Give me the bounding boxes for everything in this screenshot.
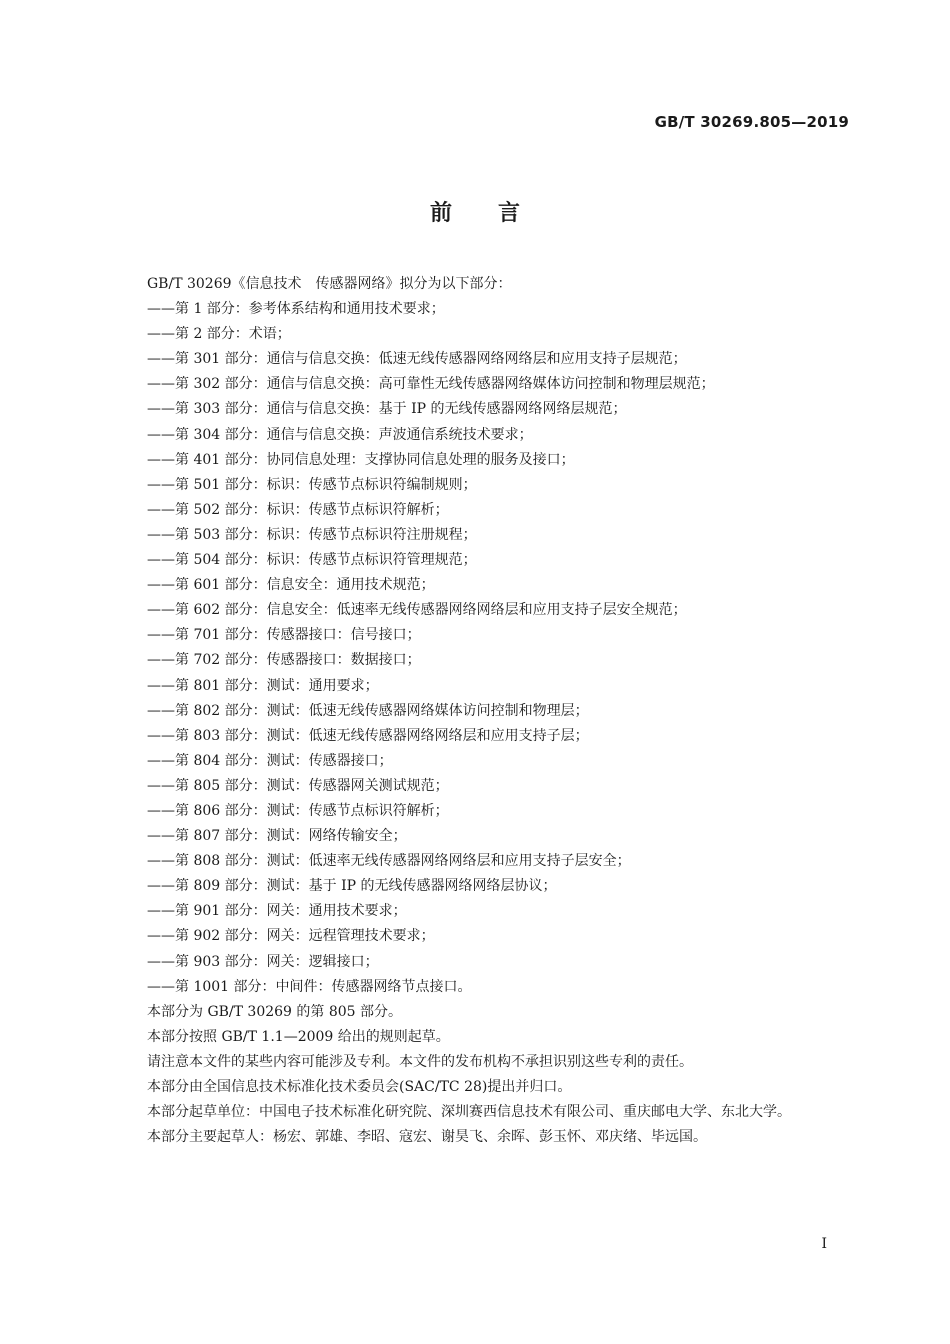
part-item: ——第 902 部分：网关：远程管理技术要求； xyxy=(147,928,435,945)
part-item: ——第 504 部分：标识：传感节点标识符管理规范； xyxy=(147,552,477,569)
foreword-body xyxy=(113,272,853,1150)
part-item: ——第 301 部分：通信与信息交换：低速无线传感器网络网络层和应用支持子层规范； xyxy=(147,351,687,368)
part-item: ——第 802 部分：测试：低速无线传感器网络媒体访问控制和物理层； xyxy=(147,702,589,719)
part-item: ——第 501 部分：标识：传感节点标识符编制规则； xyxy=(147,476,477,493)
part-item: ——第 805 部分：测试：传感器网关测试规范； xyxy=(147,777,449,794)
part-item: ——第 903 部分：网关：逻辑接口； xyxy=(147,953,379,970)
drafting-rules-statement: 本部分按照 GB/T 1.1—2009 给出的规则起草。 xyxy=(147,1028,450,1045)
part-item: ——第 1 部分：参考体系结构和通用技术要求； xyxy=(147,301,445,318)
intro-line: GB/T 30269《信息技术 传感器网络》拟分为以下部分： xyxy=(147,276,512,292)
part-item: ——第 701 部分：传感器接口：信号接口； xyxy=(147,627,421,644)
part-item: ——第 502 部分：标识：传感节点标识符解析； xyxy=(147,501,449,518)
part-item: ——第 801 部分：测试：通用要求； xyxy=(147,677,379,694)
drafting-units-statement: 本部分起草单位：中国电子技术标准化研究院、深圳赛西信息技术有限公司、重庆邮电大学、东北大学。 xyxy=(147,1104,791,1121)
part-item: ——第 901 部分：网关：通用技术要求； xyxy=(147,903,407,920)
drafters-statement: 本部分主要起草人：杨宏、郭雄、李昭、寇宏、谢昊飞、余晖、彭玉怀、邓庆绪、毕远国。 xyxy=(147,1129,707,1146)
page-number: I xyxy=(821,1236,827,1252)
part-item: ——第 601 部分：信息安全：通用技术规范； xyxy=(147,577,435,594)
page-title xyxy=(0,196,950,227)
part-item: ——第 302 部分：通信与信息交换：高可靠性无线传感器网络媒体访问控制和物理层规范； xyxy=(147,376,715,393)
part-item: ——第 503 部分：标识：传感节点标识符注册规程； xyxy=(147,526,477,543)
patent-notice: 请注意本文件的某些内容可能涉及专利。本文件的发布机构不承担识别这些专利的责任。 xyxy=(147,1053,693,1070)
part-item: ——第 808 部分：测试：低速率无线传感器网络网络层和应用支持子层安全； xyxy=(147,853,631,870)
title-char-2: 言 xyxy=(498,201,521,226)
standard-number: GB/T 30269.805—2019 xyxy=(654,113,849,131)
proposed-by-statement: 本部分由全国信息技术标准化技术委员会(SAC/TC 28)提出并归口。 xyxy=(147,1079,572,1095)
part-item: ——第 806 部分：测试：传感节点标识符解析； xyxy=(147,802,449,819)
part-item: ——第 1001 部分：中间件：传感器网络节点接口。 xyxy=(147,978,472,995)
part-item: ——第 401 部分：协同信息处理：支撑协同信息处理的服务及接口； xyxy=(147,451,575,468)
part-item: ——第 809 部分：测试：基于 IP 的无线传感器网络网络层协议； xyxy=(147,878,557,895)
part-item: ——第 803 部分：测试：低速无线传感器网络网络层和应用支持子层； xyxy=(147,727,589,744)
title-char-1: 前 xyxy=(429,201,452,226)
part-item: ——第 303 部分：通信与信息交换：基于 IP 的无线传感器网络网络层规范； xyxy=(147,401,627,418)
part-item: ——第 602 部分：信息安全：低速率无线传感器网络网络层和应用支持子层安全规范； xyxy=(147,602,687,619)
part-item: ——第 304 部分：通信与信息交换：声波通信系统技术要求； xyxy=(147,426,533,443)
this-part-statement: 本部分为 GB/T 30269 的第 805 部分。 xyxy=(147,1003,403,1020)
part-item: ——第 804 部分：测试：传感器接口； xyxy=(147,752,393,769)
part-item: ——第 807 部分：测试：网络传输安全； xyxy=(147,828,407,845)
part-item: ——第 702 部分：传感器接口：数据接口； xyxy=(147,652,421,669)
part-item: ——第 2 部分：术语； xyxy=(147,326,291,343)
